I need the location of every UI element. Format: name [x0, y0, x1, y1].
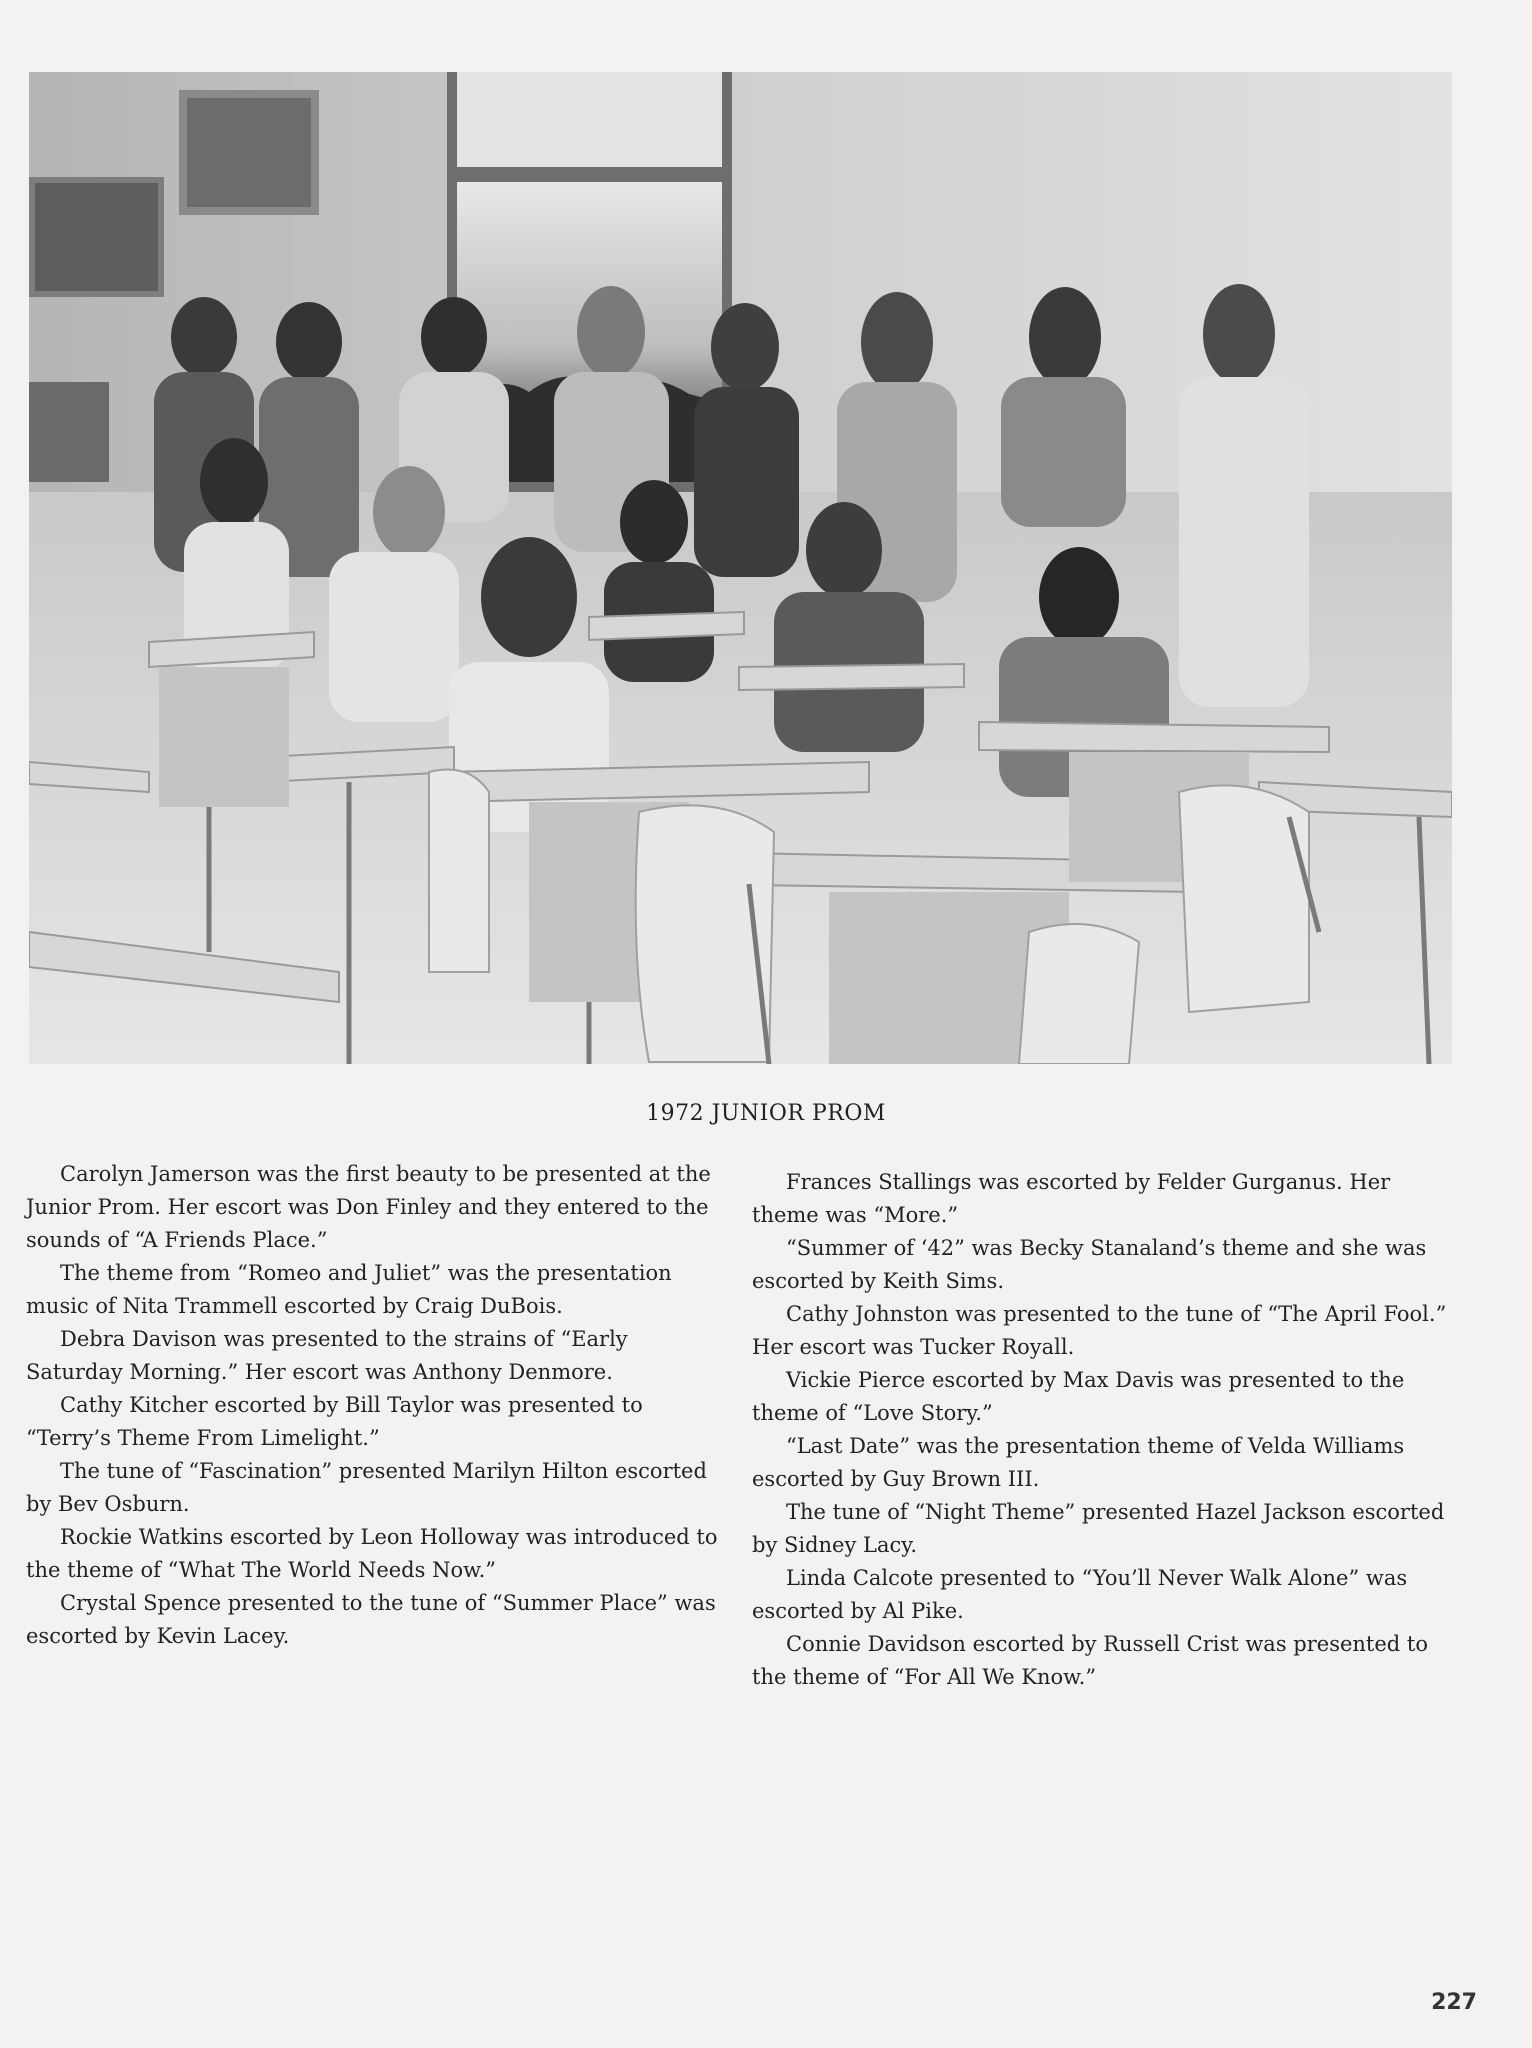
paragraph: The tune of “Night Theme” presented Hazel Jackson escorted by Sidney Lacy.: [752, 1500, 1445, 1557]
right-text-column: [752, 1166, 1452, 1694]
paragraph: Linda Calcote presented to “You’ll Never Walk Alone” was escorted by Al Pike.: [752, 1566, 1408, 1623]
paragraph: Frances Stallings was escorted by Felder Gurganus. Her theme was “More.”: [752, 1170, 1391, 1227]
paragraph: “Summer of ‘42” was Becky Stanaland’s theme and she was escorted by Keith Sims.: [752, 1236, 1427, 1293]
paragraph: “Last Date” was the presentation theme of Velda Williams escorted by Guy Brown III.: [752, 1434, 1405, 1491]
paragraph: Crystal Spence presented to the tune of “Summer Place” was escorted by Kevin Lacey.: [26, 1591, 716, 1648]
paragraph: Cathy Johnston was presented to the tune of “The April Fool.” Her escort was Tucker Royall.: [752, 1302, 1447, 1359]
paragraph: The tune of “Fascination” presented Marilyn Hilton escorted by Bev Osburn.: [26, 1459, 707, 1516]
group-photo: [29, 72, 1452, 1064]
paragraph: The theme from “Romeo and Juliet” was the presentation music of Nita Trammell escorted by Craig DuBois.: [26, 1261, 672, 1318]
page-number: 227: [1431, 1990, 1477, 2015]
group-photo-illustration: [29, 72, 1452, 1064]
left-text-column: [26, 1158, 726, 1653]
paragraph: Debra Davison was presented to the strains of “Early Saturday Morning.” Her escort was Anthony Denmore.: [26, 1327, 628, 1384]
paragraph: Carolyn Jamerson was the first beauty to be presented at the Junior Prom. Her escort was Don Finley and they entered to the sounds of “A Friends Place.”: [26, 1162, 711, 1252]
paragraph: Vickie Pierce escorted by Max Davis was presented to the theme of “Love Story.”: [752, 1368, 1405, 1425]
paragraph: Connie Davidson escorted by Russell Crist was presented to the theme of “For All We Know.”: [752, 1632, 1428, 1689]
paragraph: Rockie Watkins escorted by Leon Holloway was introduced to the theme of “What The World Needs Now.”: [26, 1525, 718, 1582]
photo-caption: 1972 JUNIOR PROM: [646, 1101, 886, 1126]
paragraph: Cathy Kitcher escorted by Bill Taylor was presented to “Terry’s Theme From Limelight.”: [26, 1393, 643, 1450]
